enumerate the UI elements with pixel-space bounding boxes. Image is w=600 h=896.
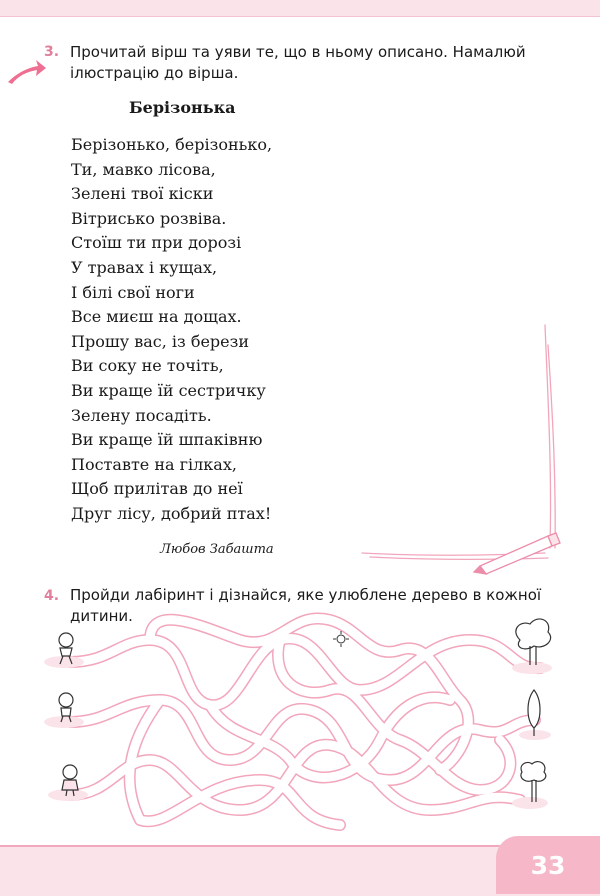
poem-line: Берізонько, берізонько, [71, 135, 273, 154]
poem-line: Прошу вас, із берези [71, 331, 250, 351]
poem-line: Поставте на гілках, [71, 454, 237, 474]
task-3-line-2: ілюстрацію до вірша. [70, 64, 239, 82]
poem-line: У травах і кущах, [71, 257, 218, 277]
poem-line: Вітрисько розвіва. [71, 208, 227, 228]
poem-author: Любов Забашта [160, 542, 274, 557]
poem-line: Ви краще їй шпаківню [71, 430, 263, 450]
poem-line: Стоїш ти при дорозі [71, 233, 242, 253]
task-4-line-1: Пройди лабіринт і дізнайся, яке улюблене дерево в кожної [70, 586, 542, 604]
task-3-line-1: Прочитай вірш та уяви те, що в ньому описано. Намалюй [70, 43, 526, 61]
poplar-icon [528, 690, 540, 736]
task-4-number: 4. [44, 588, 60, 604]
poem-line: Щоб прилітав до неї [71, 479, 243, 499]
poem-line: Друг лісу, добрий птах! [71, 503, 272, 523]
poem-line: Ви соку не точіть, [71, 356, 224, 376]
poem-title: Берізонька [129, 98, 236, 117]
task-4-line-2: дитини. [70, 607, 133, 625]
poem-line: Ти, мавко лісова, [71, 159, 216, 179]
page-number: 33 [496, 836, 600, 894]
poem-line: Ви краще їй сестричку [71, 380, 266, 400]
poem-line: Зелені твої кіски [71, 184, 214, 204]
poem-line: І білі свої ноги [71, 282, 195, 302]
poem-line: Зелену посадіть. [71, 405, 212, 425]
poem-line: Все миєш на дощах. [71, 307, 242, 327]
birch-icon [521, 762, 546, 802]
task-3-number: 3. [44, 44, 60, 60]
